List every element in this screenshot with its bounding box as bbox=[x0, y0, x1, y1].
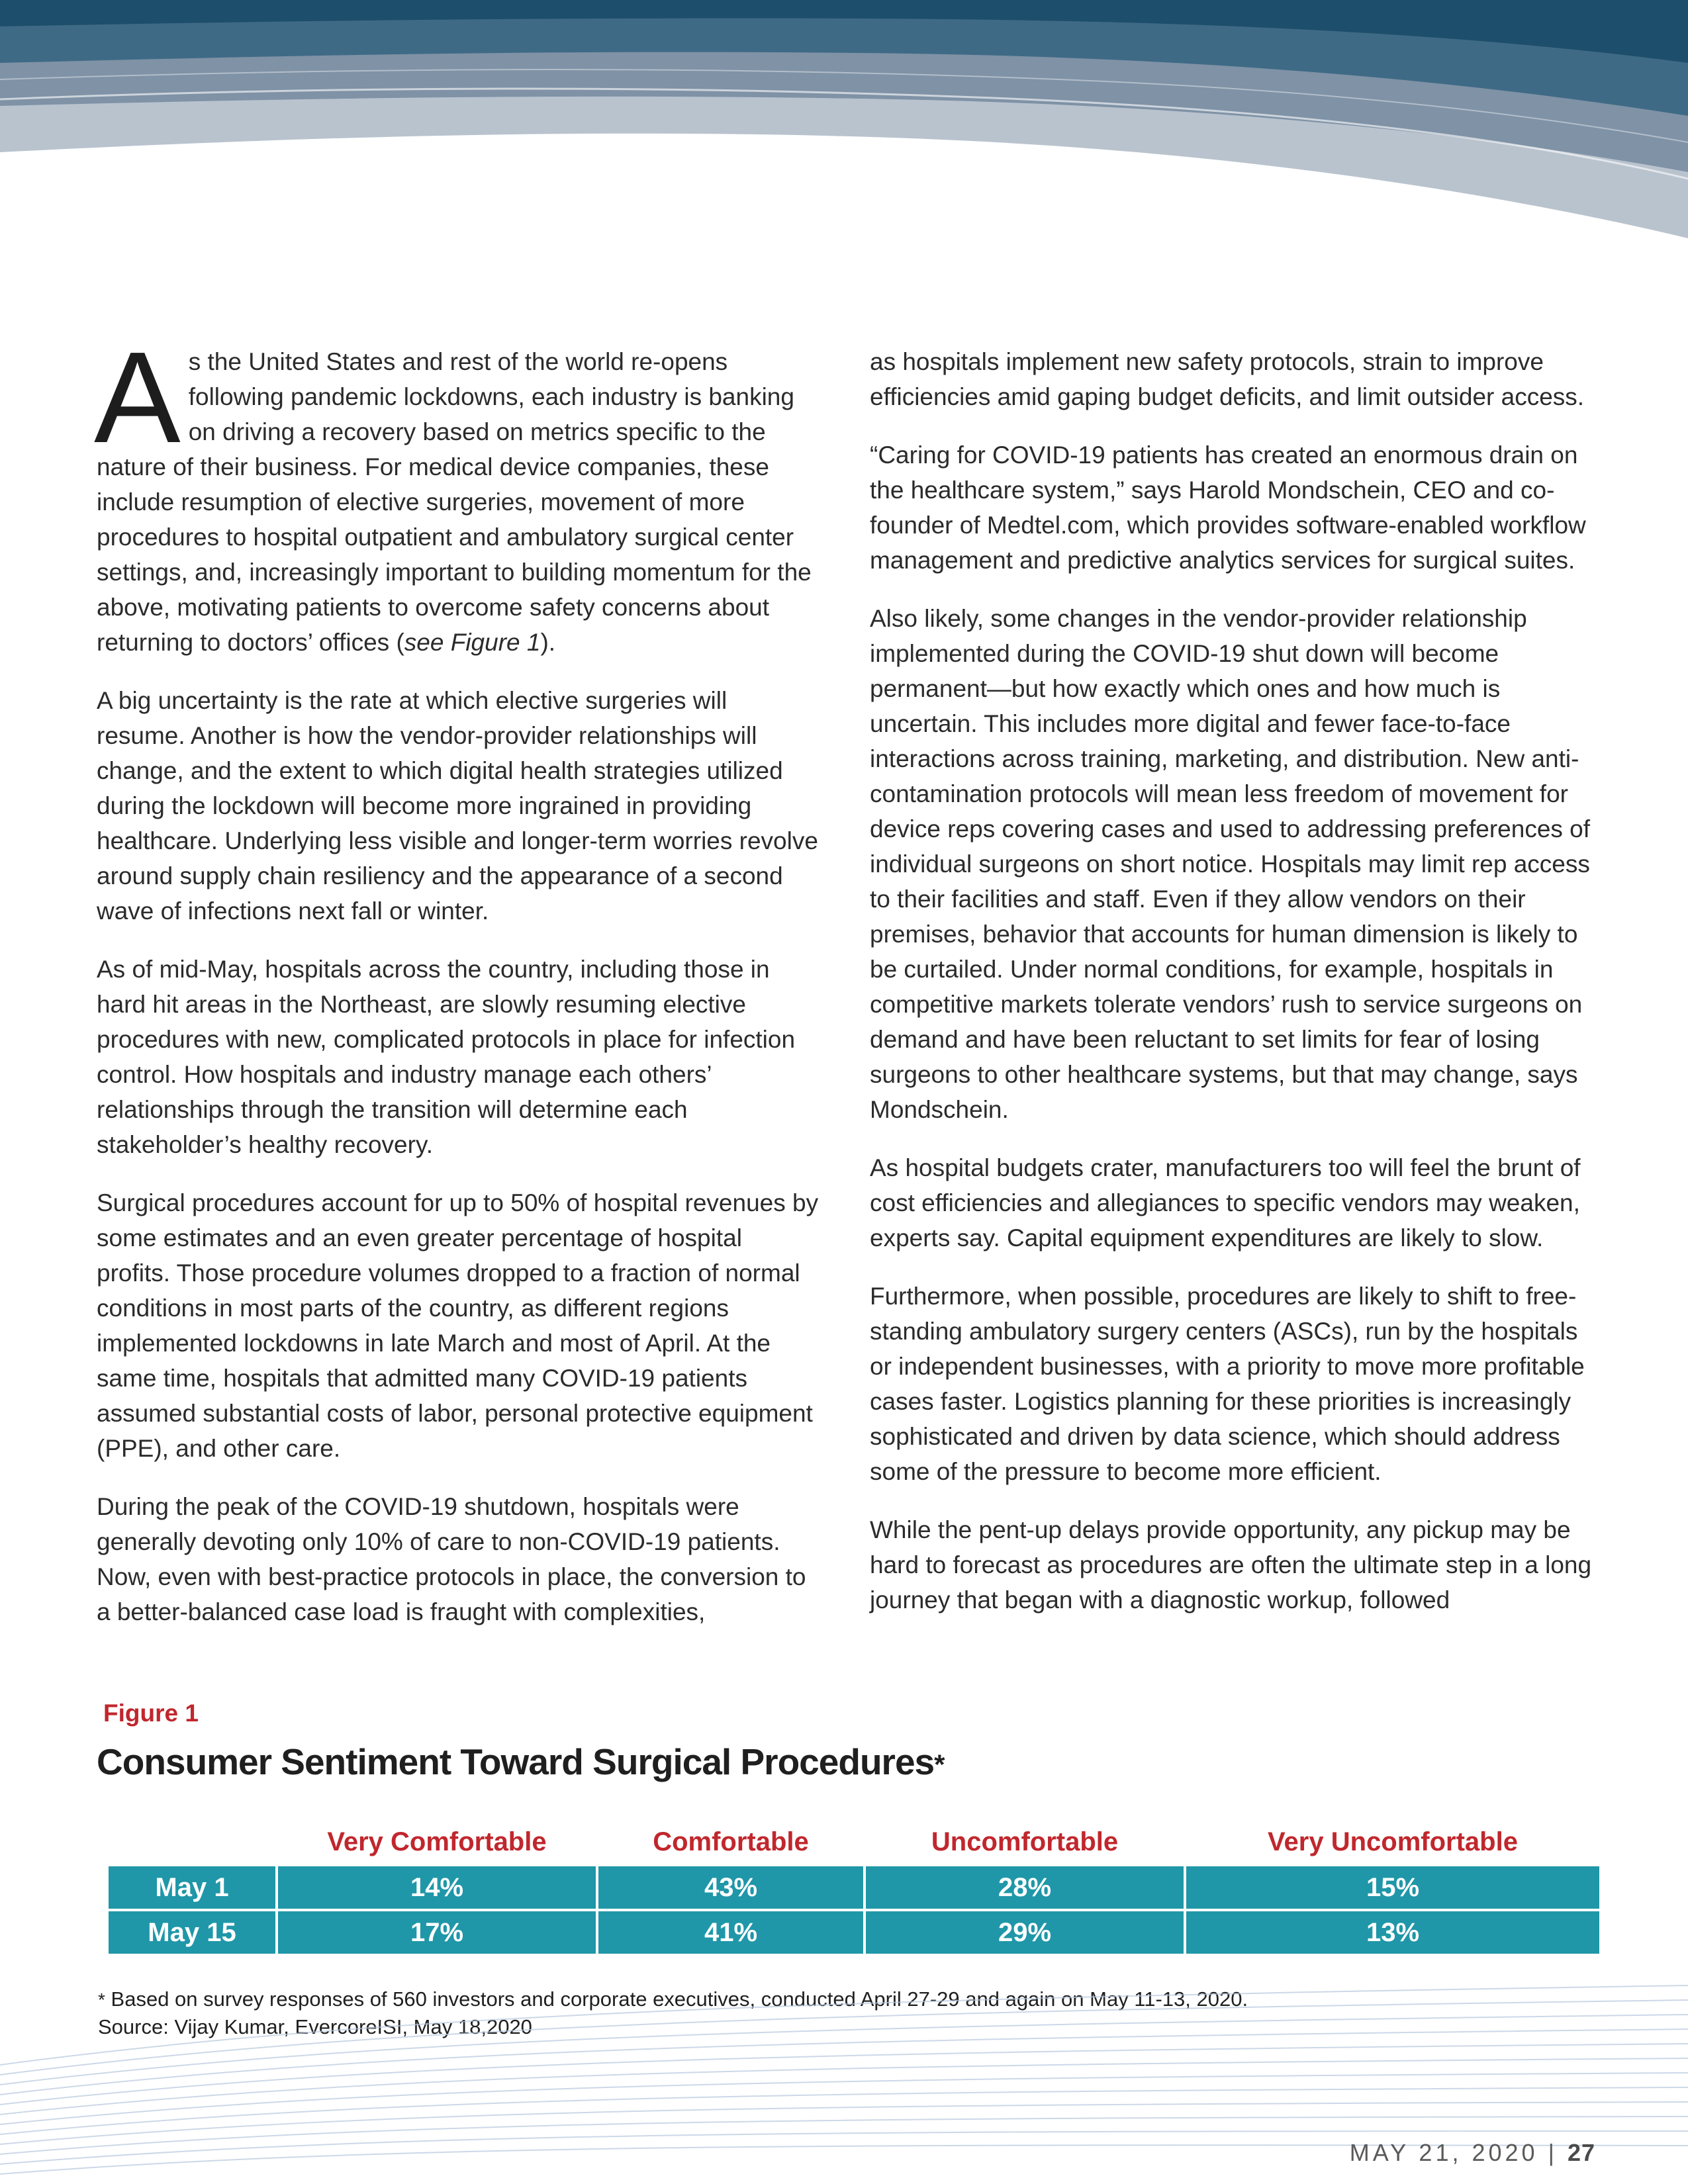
title-asterisk: * bbox=[934, 1749, 945, 1780]
sentiment-table bbox=[106, 1820, 1602, 1956]
left-paragraph-1: As the United States and rest of the world re-opens following pandemic lockdowns, each industry is banking on driving a recovery based on metrics specific to the nature of their business. For medical device companies, these include resumption of elective surgeries, movement of more procedures to hospital outpatient and ambulatory surgical center settings, and, increasingly important to building momentum for the above, motivating patients to overcome safety concerns about returning to doctors’ offices (see Figure 1). bbox=[94, 325, 812, 656]
figure-title: Consumer Sentiment Toward Surgical Procedures* bbox=[97, 1741, 945, 1782]
right-paragraph-1: as hospitals implement new safety protocols, strain to improve efficiencies amid gaping budget deficits, and limit outsider access. bbox=[870, 348, 1585, 410]
column-header: Uncomfortable bbox=[931, 1827, 1119, 1856]
table-cell: 41% bbox=[597, 1910, 865, 1955]
right-paragraph-4: As hospital budgets crater, manufacturers too will feel the brunt of cost efficiencies and allegiances to specific vendors may weaken, experts say. Capital equipment expenditures are likely to slow. bbox=[870, 1154, 1581, 1251]
table-cell: 13% bbox=[1185, 1910, 1601, 1955]
left-text-column bbox=[94, 325, 821, 1653]
table-cell: 28% bbox=[865, 1865, 1185, 1910]
left-paragraph-3: As of mid-May, hospitals across the country, including those in hard hit areas in the Northeast, are slowly resuming elective procedures with new, complicated protocols in place for infection control. How hospitals and industry manage each others’ relationships through the transition will determine each stakeholder’s healthy recovery. bbox=[97, 956, 796, 1158]
right-paragraph-2: “Caring for COVID-19 patients has created an enormous drain on the healthcare system,” says Harold Mondschein, CEO and co-founder of Medtel.com, which provides software-enabled workflow management and predictive analytics services for surgical suites. bbox=[870, 441, 1586, 574]
table-row bbox=[107, 1865, 1601, 1910]
figure-label: Figure 1 bbox=[103, 1700, 199, 1727]
left-paragraph-5: During the peak of the COVID-19 shutdown, hospitals were generally devoting only 10% of care to non-COVID-19 patients. Now, even with best-practice protocols in place, the conversion to a better-balanced case load is fraught with complexities, bbox=[97, 1493, 806, 1625]
table-corner-cell bbox=[107, 1820, 277, 1865]
left-paragraph-4: Surgical procedures account for up to 50% of hospital revenues by some estimates and an even greater percentage of hospital profits. Those procedure volumes dropped to a fraction of normal conditions in most parts of the country, as different regions implemented lockdowns in late March and most of April. At the same time, hospitals that admitted many COVID-19 patients assumed substantial costs of labor, personal protective equipment (PPE), and other care. bbox=[97, 1189, 819, 1462]
source-note: Source: Vijay Kumar, EvercoreISI, May 18,2020 bbox=[98, 2015, 532, 2038]
row-label: May 15 bbox=[107, 1910, 277, 1955]
left-paragraph-2: A big uncertainty is the rate at which elective surgeries will resume. Another is how the vendor-provider relationships will change, and the extent to which digital health strategies utilized during the lockdown will become more ingrained in providing healthcare. Underlying less visible and longer-term worries revolve around supply chain resiliency and the appearance of a second wave of infections next fall or winter. bbox=[97, 687, 818, 925]
page-footer bbox=[1350, 2139, 1595, 2167]
table-cell: 14% bbox=[277, 1865, 597, 1910]
figure-reference: see Figure 1 bbox=[404, 629, 541, 656]
right-paragraph-3: Also likely, some changes in the vendor-provider relationship implemented during the COVID-19 shut down will become permanent—but how exactly which ones and how much is uncertain. This includes more digital and fewer face-to-face interactions across training, marketing, and distribution. New anti-contamination protocols will mean less freedom of movement for device reps covering cases and used to addressing preferences of individual surgeons on short notice. Hospitals may limit rep access to their facilities and staff. Even if they allow vendors on their premises, behavior that accounts for human dimension is likely to be curtailed. Under normal conditions, for example, hospitals in competitive markets tolerate vendors’ rush to service surgeons on demand and have been reluctant to set limits for fear of losing surgeons to other healthcare systems, but that may change, says Mondschein. bbox=[870, 605, 1591, 1123]
row-label: May 1 bbox=[107, 1865, 277, 1910]
column-header: Very Comfortable bbox=[327, 1827, 547, 1856]
table-cell: 43% bbox=[597, 1865, 865, 1910]
table-header-row bbox=[107, 1820, 1601, 1865]
page-number: 27 bbox=[1567, 2139, 1595, 2166]
column-header: Comfortable bbox=[653, 1827, 809, 1856]
table-cell: 29% bbox=[865, 1910, 1185, 1955]
table-cell: 17% bbox=[277, 1910, 597, 1955]
issue-date: MAY 21, 2020 bbox=[1349, 2139, 1538, 2166]
drop-cap-letter: A bbox=[94, 325, 181, 470]
right-paragraph-5: Furthermore, when possible, procedures are likely to shift to free-standing ambulatory surgery centers (ASCs), run by the hospitals or independent businesses, with a priority to move more profitable cases faster. Logistics planning for these priorities is increasingly sophisticated and driven by data science, which should address some of the pressure to become more efficient. bbox=[870, 1283, 1585, 1485]
table-row bbox=[107, 1910, 1601, 1955]
column-header: Very Uncomfortable bbox=[1268, 1827, 1518, 1856]
table-cell: 15% bbox=[1185, 1865, 1601, 1910]
right-paragraph-6: While the pent-up delays provide opportunity, any pickup may be hard to forecast as procedures are often the ultimate step in a long journey that began with a diagnostic workup, followed bbox=[870, 1516, 1592, 1614]
header-wave-banner bbox=[0, 0, 1688, 251]
right-text-column bbox=[870, 344, 1598, 1641]
footer-separator: | bbox=[1548, 2139, 1558, 2166]
survey-note: * Based on survey responses of 560 investors and corporate executives, conducted April 27-29 and again on May 11-13, 2020. bbox=[98, 1987, 1248, 2011]
